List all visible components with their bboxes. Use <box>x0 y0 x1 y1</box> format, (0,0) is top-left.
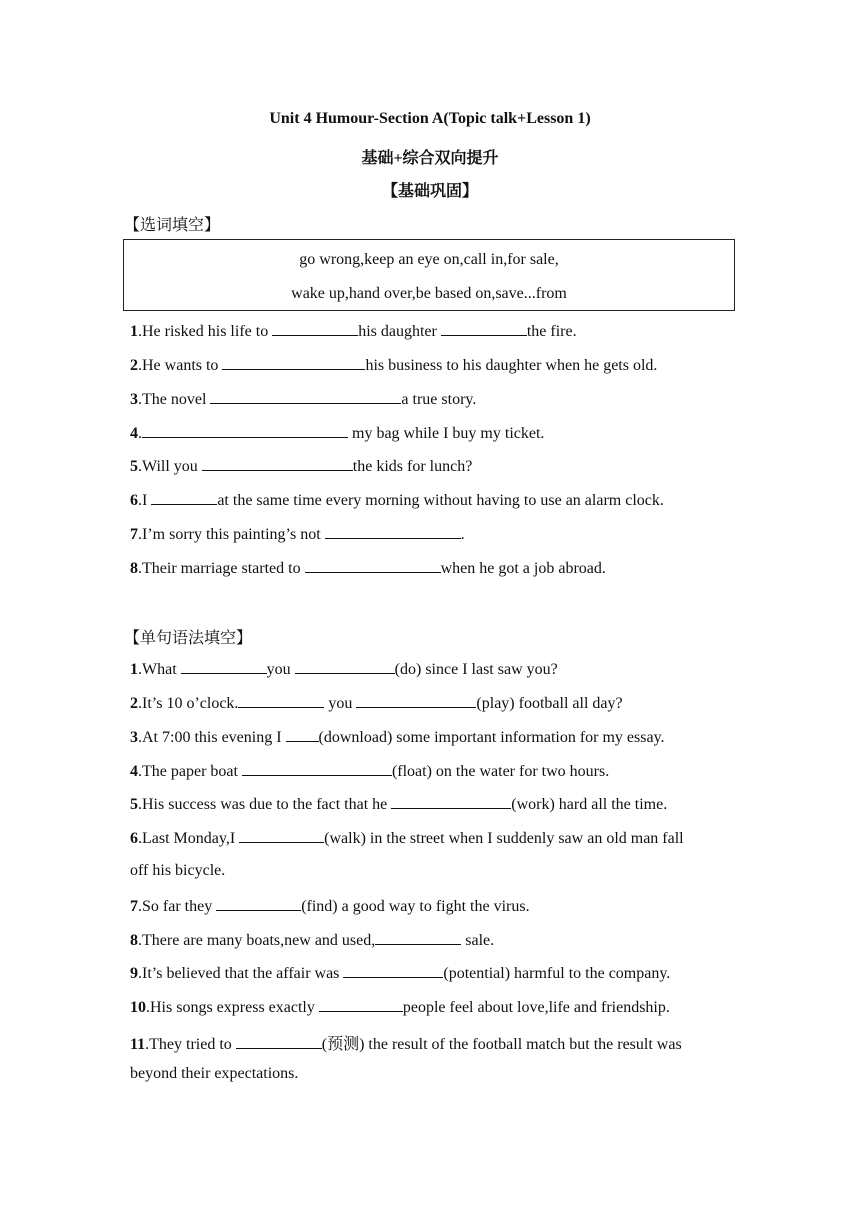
question-text: .He wants to <box>138 357 223 374</box>
question-p2-11-continued: beyond their expectations. <box>130 1065 299 1082</box>
question-text: his business to his daughter when he gets old. <box>365 357 658 374</box>
part2-heading: 【单句语法填空】 <box>124 630 253 647</box>
question-text: the fire. <box>526 323 577 340</box>
question-p1-1 <box>130 321 577 341</box>
answer-blank[interactable] <box>142 423 348 438</box>
section-heading: 【基础巩固】 <box>381 183 478 200</box>
question-p2-5 <box>130 794 667 814</box>
question-text: .It’s 10 o’clock. <box>138 695 239 712</box>
question-text: when he got a job abroad. <box>440 560 606 577</box>
answer-blank[interactable] <box>202 456 353 471</box>
answer-blank[interactable] <box>305 558 441 573</box>
question-number: 9 <box>130 965 138 982</box>
question-p1-7 <box>130 524 465 544</box>
question-text: my bag while I buy my ticket. <box>348 425 545 442</box>
question-p2-2 <box>130 693 623 713</box>
question-number: 2 <box>130 357 138 374</box>
question-text: .It’s believed that the affair was <box>138 965 344 982</box>
question-p2-6-continued: off his bicycle. <box>130 862 226 879</box>
question-text: (float) on the water for two hours. <box>391 763 610 780</box>
question-text: .At 7:00 this evening I <box>138 729 286 746</box>
answer-blank[interactable] <box>181 659 267 674</box>
question-p2-11 <box>130 1031 682 1054</box>
question-p1-2 <box>130 355 657 375</box>
word-box-line-2: wake up,hand over,be based on,save...from <box>291 285 567 302</box>
question-text: (potential) harmful to the company. <box>443 965 671 982</box>
question-text: (find) a good way to fight the virus. <box>301 898 530 915</box>
question-text: his daughter <box>358 323 441 340</box>
question-text: .What <box>138 661 181 678</box>
answer-blank[interactable] <box>272 321 358 336</box>
question-text: .Their marriage started to <box>138 560 305 577</box>
question-p2-9 <box>130 963 670 983</box>
question-p1-4 <box>130 423 544 443</box>
question-p2-10 <box>130 997 670 1017</box>
question-p1-8 <box>130 558 606 578</box>
question-number: 6 <box>130 492 138 509</box>
question-text: (walk) in the street when I suddenly saw an old man fall <box>324 830 684 847</box>
answer-blank[interactable] <box>441 321 527 336</box>
question-text: .He risked his life to <box>138 323 273 340</box>
answer-blank[interactable] <box>319 997 403 1012</box>
answer-blank[interactable] <box>325 524 461 539</box>
question-text: (play) football all day? <box>476 695 623 712</box>
answer-blank[interactable] <box>210 389 401 404</box>
question-text: .His songs express exactly <box>146 999 319 1016</box>
answer-blank[interactable] <box>222 355 365 370</box>
question-number: 11 <box>130 1036 146 1053</box>
question-p1-5 <box>130 456 472 476</box>
question-text: (do) since I last saw you? <box>394 661 558 678</box>
question-number: 10 <box>130 999 146 1016</box>
answer-blank[interactable] <box>391 794 511 809</box>
question-text: a true story. <box>401 391 477 408</box>
question-p2-8 <box>130 930 494 950</box>
question-number: 5 <box>130 458 138 475</box>
question-p2-4 <box>130 761 609 781</box>
question-text: .There are many boats,new and used, <box>138 932 376 949</box>
answer-blank[interactable] <box>236 1034 322 1049</box>
question-text: (download) some important information for my essay. <box>318 729 665 746</box>
question-number: 2 <box>130 695 138 712</box>
question-p1-6 <box>130 490 664 510</box>
question-text: . <box>460 526 465 543</box>
question-number: 1 <box>130 323 138 340</box>
question-text: you <box>324 695 357 712</box>
answer-blank[interactable] <box>343 963 443 978</box>
question-text: people feel about love,life and friendship. <box>402 999 670 1016</box>
question-text: .I’m sorry this painting’s not <box>138 526 325 543</box>
question-text: .The novel <box>138 391 211 408</box>
answer-blank[interactable] <box>216 896 301 911</box>
question-text: (work) hard all the time. <box>511 796 668 813</box>
question-text: .His success was due to the fact that he <box>138 796 392 813</box>
question-text: .The paper boat <box>138 763 242 780</box>
question-number: 3 <box>130 391 138 408</box>
answer-blank[interactable] <box>242 761 392 776</box>
question-p2-3 <box>130 727 665 747</box>
question-number: 6 <box>130 830 138 847</box>
answer-blank[interactable] <box>356 693 476 708</box>
answer-blank[interactable] <box>151 490 217 505</box>
question-p1-3 <box>130 389 476 409</box>
question-text: (预测) the result of the football match but the result was <box>321 1036 682 1053</box>
question-text: sale. <box>461 932 495 949</box>
question-text: . <box>138 425 142 442</box>
answer-blank[interactable] <box>238 693 324 708</box>
question-number: 4 <box>130 763 138 780</box>
question-number: 5 <box>130 796 138 813</box>
question-number: 7 <box>130 898 138 915</box>
question-p2-7 <box>130 896 530 916</box>
question-text: .Last Monday,I <box>138 830 240 847</box>
page-title: Unit 4 Humour-Section A(Topic talk+Lesson 1) <box>269 110 591 127</box>
answer-blank[interactable] <box>375 930 461 945</box>
page-subtitle: 基础+综合双向提升 <box>361 150 499 167</box>
question-number: 8 <box>130 932 138 949</box>
question-text: .They tried to <box>145 1036 236 1053</box>
question-number: 3 <box>130 729 138 746</box>
word-box <box>123 239 735 311</box>
question-number: 4 <box>130 425 138 442</box>
question-text: .So far they <box>138 898 217 915</box>
question-number: 7 <box>130 526 138 543</box>
question-text: .Will you <box>138 458 202 475</box>
word-box-line-1: go wrong,keep an eye on,call in,for sale, <box>299 251 559 268</box>
question-text: you <box>266 661 295 678</box>
question-text: .I <box>138 492 152 509</box>
question-text: the kids for lunch? <box>352 458 473 475</box>
answer-blank[interactable] <box>239 828 324 843</box>
question-p2-1 <box>130 659 558 679</box>
question-p2-6 <box>130 828 684 848</box>
question-number: 8 <box>130 560 138 577</box>
question-text: at the same time every morning without having to use an alarm clock. <box>217 492 664 509</box>
part1-heading: 【选词填空】 <box>124 217 221 234</box>
question-number: 1 <box>130 661 138 678</box>
answer-blank[interactable] <box>295 659 395 674</box>
answer-blank[interactable] <box>286 727 319 742</box>
